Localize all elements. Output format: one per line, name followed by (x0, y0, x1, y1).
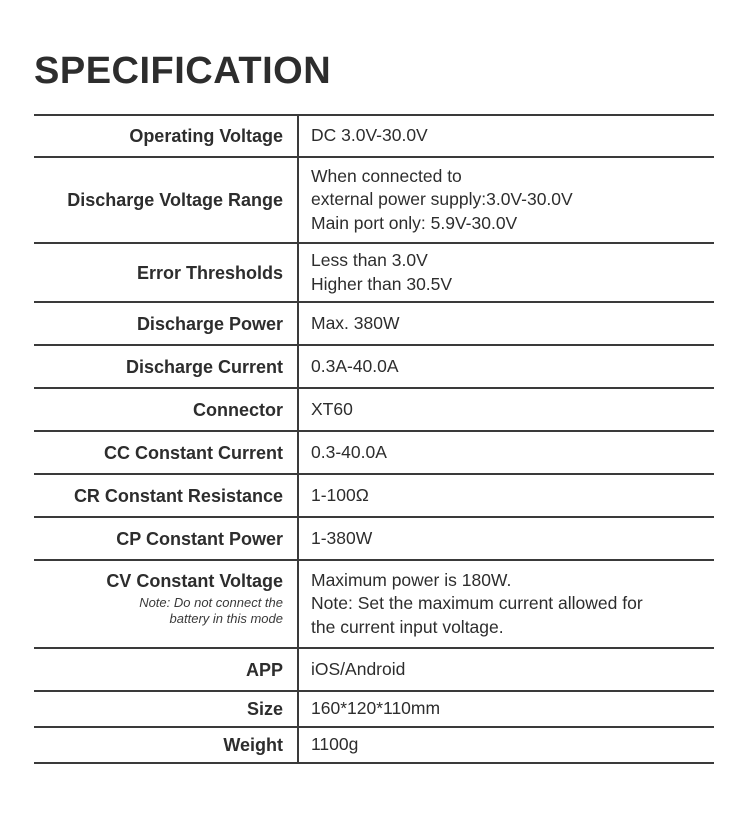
spec-row-discharge-current (34, 346, 714, 389)
spec-label: Discharge Power (136, 313, 283, 334)
spec-value: 160*120*110mm (311, 698, 441, 719)
spec-note: Note: Do not connect the battery in this mode (139, 595, 283, 626)
spec-label: CP Constant Power (116, 528, 283, 549)
spec-value-cell (299, 649, 714, 690)
spec-row-cc-constant-current (34, 432, 714, 475)
spec-value: 1-100Ω (311, 484, 369, 505)
spec-value: 1100g (311, 734, 359, 755)
spec-value: Higher than 30.5V (311, 273, 453, 294)
spec-value-cell (299, 244, 714, 301)
spec-row-connector (34, 389, 714, 432)
spec-value: Max. 380W (311, 312, 400, 333)
spec-value: When connected to (311, 165, 462, 186)
spec-value-cell (299, 158, 714, 242)
spec-value-cell (299, 518, 714, 559)
spec-label-cell (34, 346, 299, 387)
spec-label-cell (34, 158, 299, 242)
page-title: SPECIFICATION (34, 50, 332, 92)
spec-value: Main port only: 5.9V-30.0V (311, 212, 518, 233)
spec-label: Connector (193, 399, 283, 420)
spec-label-cell (34, 649, 299, 690)
spec-value: external power supply:3.0V-30.0V (311, 189, 573, 210)
spec-value-cell (299, 346, 714, 387)
spec-value-cell (299, 728, 714, 762)
spec-label: Error Thresholds (136, 262, 283, 283)
spec-row-app (34, 649, 714, 692)
spec-value-cell (299, 432, 714, 473)
spec-label-cell (34, 692, 299, 726)
spec-value-cell (299, 303, 714, 344)
spec-label-cell (34, 475, 299, 516)
spec-label: Size (246, 699, 283, 719)
spec-value-cell (299, 561, 714, 647)
spec-value-cell (299, 692, 714, 726)
spec-label: Discharge Current (125, 356, 283, 377)
spec-label-cell (34, 303, 299, 344)
spec-label-cell (34, 116, 299, 156)
spec-row-discharge-voltage-range (34, 158, 714, 244)
spec-label: Operating Voltage (129, 126, 283, 146)
spec-value: Less than 3.0V (311, 250, 428, 270)
spec-label-cell (34, 432, 299, 473)
spec-row-cr-constant-resistance (34, 475, 714, 518)
spec-value: Note: Set the maximum current allowed for (311, 593, 643, 614)
spec-label: APP (245, 659, 283, 680)
spec-row-size (34, 692, 714, 728)
spec-value: 0.3A-40.0A (311, 355, 399, 376)
spec-label: CV Constant Voltage (106, 571, 283, 591)
spec-label: CC Constant Current (104, 442, 283, 463)
spec-value: the current input voltage. (311, 616, 504, 637)
spec-label-cell (34, 518, 299, 559)
spec-label: Discharge Voltage Range (67, 190, 283, 210)
spec-table (34, 114, 714, 764)
spec-value: XT60 (311, 398, 353, 419)
spec-label-cell (34, 244, 299, 301)
spec-label-cell (34, 389, 299, 430)
spec-label-cell (34, 728, 299, 762)
spec-value-cell (299, 389, 714, 430)
spec-label: CR Constant Resistance (73, 485, 283, 506)
spec-row-operating-voltage (34, 116, 714, 158)
spec-value: DC 3.0V-30.0V (311, 125, 428, 146)
spec-value-cell (299, 116, 714, 156)
spec-label: Weight (223, 735, 283, 755)
spec-label-cell (34, 561, 299, 647)
spec-row-discharge-power (34, 303, 714, 346)
spec-value: iOS/Android (311, 658, 406, 679)
spec-row-cp-constant-power (34, 518, 714, 561)
spec-value: 1-380W (311, 527, 373, 548)
spec-row-error-thresholds (34, 244, 714, 303)
spec-value-cell (299, 475, 714, 516)
spec-row-cv-constant-voltage (34, 561, 714, 649)
spec-value: Maximum power is 180W. (311, 569, 512, 590)
spec-row-weight (34, 728, 714, 764)
spec-value: 0.3-40.0A (311, 441, 387, 462)
